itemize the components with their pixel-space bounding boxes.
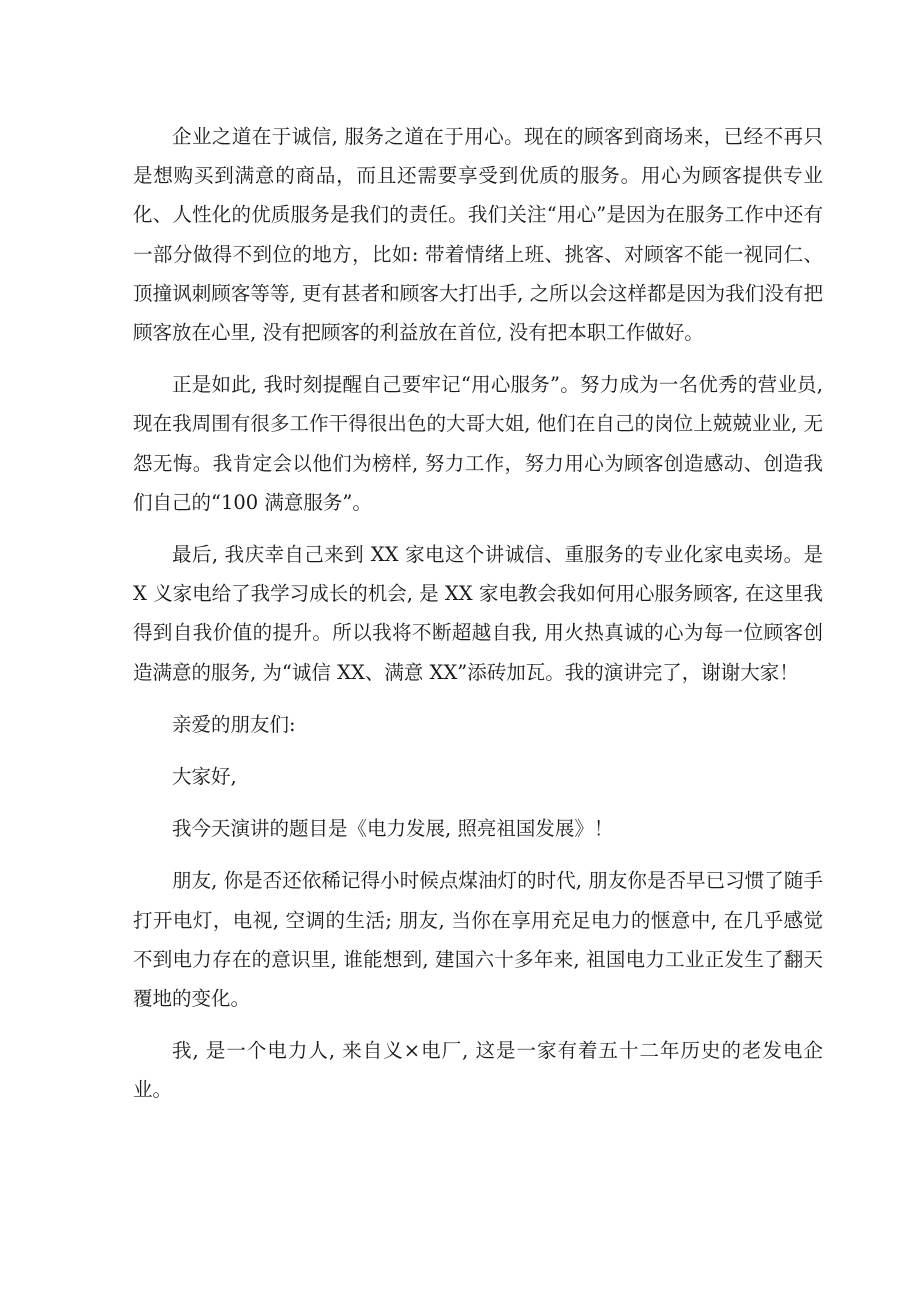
paragraph-salutation: 亲爱的朋友们: [172, 712, 296, 736]
paragraph-power-plant: 我, 是一个电力人, 来自义×电厂, 这是一家有着五十二年历史的老发电企业。 [133, 1039, 823, 1102]
paragraph-electricity-history: 朋友, 你是否还依稀记得小时候点煤油灯的时代, 朋友你是否早已习惯了随手打开电灯，电视, 空调的生活; 朋友, 当你在享用充足电力的惬意中, 在几乎感觉不到电力存在的意识里, 谁能想到, 建国六十多年来, 祖国电力工业正发生了翻天覆地的变化。 [133, 869, 823, 1011]
paragraph-greeting: 大家好, [172, 765, 237, 789]
paragraph-attentive-service: 正是如此, 我时刻提醒自己要牢记“用心服务”。努力成为一名优秀的营业员, 现在我周围有很多工作干得很出色的大哥大姐, 他们在自己的岗位上兢兢业业, 无怨无悔。我肯定会以他们为榜样, 努力工作，努力用心为顾客创造感动、创造我们自己的“100 满意服务”。 [133, 373, 823, 514]
paragraph-service-sincerity: 企业之道在于诚信, 服务之道在于用心。现在的顾客到商场来，已经不再只是想购买到满意的商品，而且还需要享受到优质的服务。用心为顾客提供专业化、人性化的优质服务是我们的责任。我们关注“用心”是因为在服务工作中还有一部分做得不到位的地方，比如: 带着情绪上班、挑客、对顾客不能一视同仁、顶撞讽刺顾客等等, 更有甚者和顾客大打出手, 之所以会这样都是因为我们没有把顾客放在心里, 没有把顾客的利益放在首位, 没有把本职工作做好。 [133, 125, 823, 345]
paragraph-speech-title: 我今天演讲的题目是《电力发展, 照亮祖国发展》！ [172, 817, 614, 841]
document-body [133, 117, 823, 1123]
paragraph-conclusion: 最后, 我庆幸自己来到 XX 家电这个讲诚信、重服务的专业化家电卖场。是 X 义家电给了我学习成长的机会, 是 XX 家电教会我如何用心服务顾客, 在这里我得到自我价值的提升。所以我将不断超越自我, 用火热真诚的心为每一位顾客创造满意的服务, 为“诚信 XX、满意 XX”添砖加瓦。我的演讲完了，谢谢大家！ [133, 543, 823, 684]
